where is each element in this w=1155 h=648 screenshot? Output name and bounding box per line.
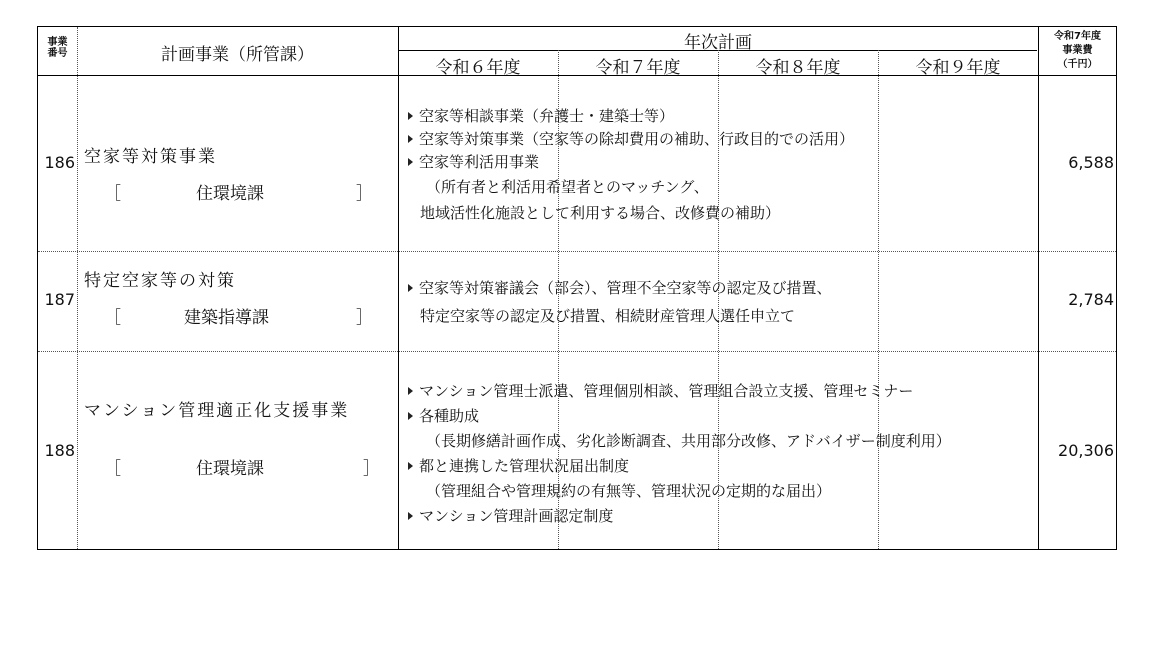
plan-item-note: （長期修繕計画作成、劣化診断調査、共用部分改修、アドバイザー制度利用） (426, 432, 951, 450)
dept-bracket-open: ［ (104, 459, 121, 479)
plan-item (408, 105, 854, 128)
row-dept: 建築指導課 (184, 308, 269, 328)
col-divider (77, 27, 78, 549)
plan-item-text: 空家等対策事業（空家等の除却費用の補助、行政目的での活用） (419, 130, 855, 148)
bullet-icon (408, 284, 413, 292)
plan-item (408, 454, 951, 479)
bullet-icon (408, 387, 413, 395)
header-year-r9: 令和９年度 (915, 58, 1001, 78)
row-dept: 住環境課 (196, 459, 264, 479)
dept-bracket-close: ］ (363, 459, 380, 479)
bullet-icon (408, 462, 413, 470)
plan-item-text: マンション管理士派遣、管理個別相談、管理組合設立支援、管理セミナー (419, 382, 914, 400)
header-cost: 令和7年度 事業費 （千円） (1054, 31, 1101, 70)
plan-item-text: 空家等対策審議会（部会）、管理不全空家等の認定及び措置、 (419, 279, 832, 297)
plan-item-text: マンション管理計画認定制度 (419, 507, 614, 525)
plan-item-note: 地域活性化施設として利用する場合、改修費の補助） (420, 204, 781, 222)
row-plan-name: マンション管理適正化支援事業 (84, 401, 350, 421)
plan-table (37, 26, 1117, 550)
plan-item (408, 379, 951, 404)
bullet-icon (408, 412, 413, 420)
row-id: 188 (44, 441, 75, 460)
header-plan: 計画事業（所管課） (161, 45, 314, 65)
row-plan-name: 特定空家等の対策 (84, 271, 236, 291)
plan-item-text: 都と連携した管理状況届出制度 (419, 457, 630, 475)
col-divider (398, 27, 399, 549)
dept-bracket-close: ］ (356, 184, 373, 204)
bullet-icon (408, 158, 413, 166)
row-id: 186 (44, 153, 75, 172)
row-divider (38, 351, 1116, 352)
dept-bracket-close: ］ (356, 308, 373, 328)
dept-bracket-open: ［ (104, 184, 121, 204)
header-year-r6: 令和６年度 (435, 58, 521, 78)
plan-item (408, 504, 951, 529)
col-divider (1038, 27, 1039, 549)
plan-item-note: （管理組合や管理規約の有無等、管理状況の定期的な届出） (426, 482, 832, 500)
plan-item (408, 404, 951, 429)
bullet-icon (408, 512, 413, 520)
row-cost: 20,306 (1058, 441, 1114, 460)
plan-item-note: 特定空家等の認定及び措置、相続財産管理人選任申立て (420, 307, 796, 325)
bullet-icon (408, 112, 413, 120)
header-year-r7: 令和７年度 (595, 58, 681, 78)
header-year-r8: 令和８年度 (755, 58, 841, 78)
dept-bracket-open: ［ (104, 308, 121, 328)
row-items (408, 274, 832, 330)
row-items (408, 379, 951, 529)
row-cost: 2,784 (1068, 290, 1114, 309)
plan-item-note: （所有者と利活用希望者とのマッチング、 (426, 178, 709, 196)
row-id: 187 (44, 290, 75, 309)
plan-item (408, 274, 832, 302)
header-annual-plan: 年次計画 (684, 33, 752, 53)
plan-item-text: 空家等相談事業（弁護士・建築士等） (419, 107, 675, 125)
row-divider (38, 251, 1116, 252)
row-dept: 住環境課 (196, 184, 264, 204)
row-plan-name: 空家等対策事業 (84, 147, 217, 167)
bullet-icon (408, 135, 413, 143)
row-cost: 6,588 (1068, 153, 1114, 172)
plan-item-text: 各種助成 (419, 407, 480, 425)
plan-item (408, 151, 854, 174)
header-id: 事業 番号 (47, 37, 68, 59)
plan-item-text: 空家等利活用事業 (419, 153, 540, 171)
row-items (408, 105, 854, 226)
plan-item (408, 128, 854, 151)
